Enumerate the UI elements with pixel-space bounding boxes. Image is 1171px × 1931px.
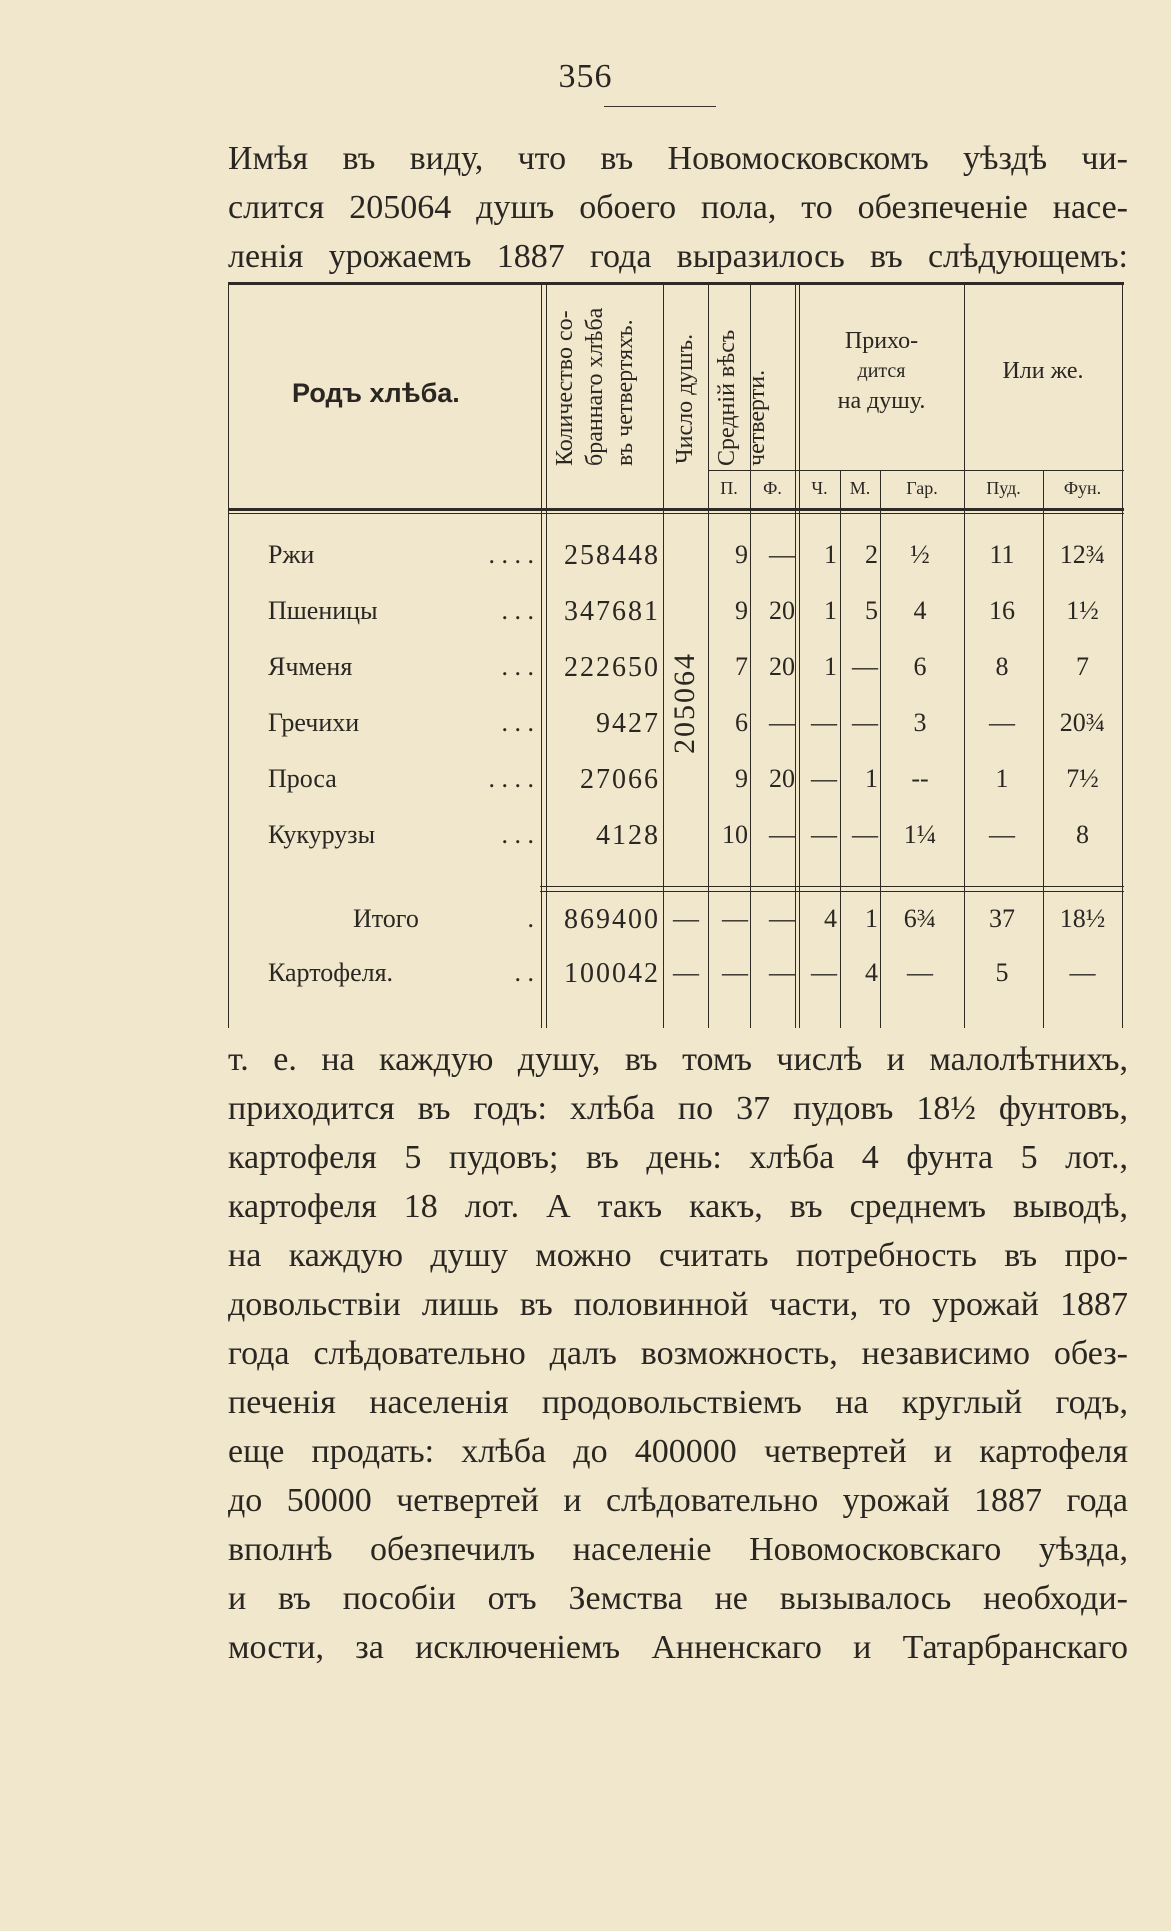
cell-dots: . . .: [501, 708, 534, 737]
cell-gar: 3: [913, 708, 927, 737]
cell-pud: 16: [989, 596, 1015, 625]
cell-f: —: [769, 958, 795, 987]
header-quantity-line: въ четвертяхъ.: [612, 319, 638, 466]
conclusion-line: картофеля 5 пудовъ; въ день: хлѣба 4 фунта 5 лот.,: [228, 1139, 1128, 1176]
cell-qty: 222650: [564, 652, 660, 683]
cell-pud: 8: [995, 652, 1009, 681]
cell-p: 9: [735, 596, 748, 625]
cell-qty: 869400: [564, 904, 660, 935]
cell-pud: 37: [989, 904, 1015, 933]
cell-gar: ½: [910, 540, 930, 569]
col-line: [1122, 282, 1123, 1028]
conclusion-line: до 50000 четвертей и слѣдовательно урожай 1887 года: [228, 1482, 1128, 1519]
cell-ch: —: [811, 708, 837, 737]
cell-m: —: [852, 708, 878, 737]
cell-f: 20: [769, 764, 795, 793]
cell-p: 9: [735, 764, 748, 793]
unit-pud: Пуд.: [986, 478, 1021, 498]
cell-qty: 9427: [596, 708, 660, 739]
header-quantity: [550, 292, 640, 466]
unit-ch: Ч.: [811, 478, 828, 498]
cell-m: 2: [865, 540, 878, 569]
cell-name: Проса: [268, 764, 337, 793]
cell-dots: . . .: [501, 596, 534, 625]
cell-name: Кукурузы: [268, 820, 376, 849]
cell-name: Ячменя: [268, 652, 353, 681]
intro-line: Имѣя въ виду, что въ Новомосковскомъ уѣздѣ чи-: [228, 140, 1128, 177]
cell-pud: 11: [989, 540, 1015, 569]
cell-dots: . . . .: [488, 764, 534, 793]
page-number: 356: [558, 58, 613, 95]
conclusion-line: печенія населенія продовольствіемъ на круглый годъ,: [228, 1384, 1128, 1421]
cell-m: 1: [865, 904, 878, 933]
cell-ch: 1: [824, 652, 837, 681]
header-bottom-rule: [228, 508, 1124, 511]
cell-fun: 7½: [1066, 764, 1099, 793]
conclusion-line: т. е. на каждую душу, въ томъ числѣ и малолѣтнихъ,: [228, 1041, 1128, 1078]
header-per-soul: [799, 326, 964, 416]
cell-pud: 1: [995, 764, 1009, 793]
cell-ch: —: [811, 764, 837, 793]
cell-fun: 8: [1076, 820, 1089, 849]
col-line: [228, 282, 229, 1028]
header-kind: Родъ хлѣба.: [292, 378, 460, 408]
conclusion-line: довольствіи лишь въ половинной части, то урожай 1887: [228, 1286, 1128, 1323]
cell-p: —: [722, 904, 748, 933]
cell-pud: —: [989, 820, 1015, 849]
header-quantity-line: Количество со-: [552, 310, 578, 466]
cell-f: —: [769, 904, 795, 933]
page-number-rule: [604, 106, 716, 107]
header-avg-line: четверти.: [744, 369, 770, 466]
col-line: [795, 282, 796, 1028]
table-top-rule: [228, 282, 1124, 285]
conclusion-line: мости, за исключеніемъ Анненскаго и Татарбранскаго: [228, 1629, 1128, 1666]
header-or-else: Или же.: [1002, 358, 1084, 384]
cell-name: Пшеницы: [268, 596, 378, 625]
cell-dots: .: [527, 904, 534, 933]
cell-m: —: [852, 820, 878, 849]
cell-gar: 6: [913, 652, 927, 681]
conclusion-line: картофеля 18 лот. А такъ какъ, въ среднемъ выводѣ,: [228, 1188, 1128, 1225]
cell-f: —: [769, 540, 795, 569]
cell-f: 20: [769, 652, 795, 681]
cell-dots: . . .: [501, 652, 534, 681]
cell-fun: 18½: [1059, 904, 1106, 933]
header-quantity-line: браннаго хлѣба: [582, 307, 608, 466]
intro-paragraph: [228, 134, 1128, 281]
cell-qty: 258448: [564, 540, 660, 571]
cell-p: —: [722, 958, 748, 987]
cell-name: Картофеля.: [268, 958, 394, 987]
cell-pud: 5: [995, 958, 1009, 987]
cell-fun: 12¾: [1059, 540, 1106, 569]
cell-name: Ржи: [268, 540, 315, 569]
cell-name: Гречихи: [268, 708, 360, 737]
cell-qty: 27066: [580, 764, 660, 795]
header-bottom-rule-2: [228, 513, 1124, 514]
conclusion-paragraph: [228, 1035, 1128, 1672]
unit-p: П.: [720, 478, 738, 498]
cell-f: —: [769, 820, 795, 849]
header-souls: Число душъ.: [672, 333, 698, 464]
cell-gar: —: [907, 958, 933, 987]
cell-name: Итого: [353, 904, 419, 933]
intro-line: слится 205064 душъ обоего пола, то обезпеченіе насе-: [228, 189, 1128, 226]
unit-fun: Фун.: [1063, 478, 1102, 498]
cell-p: 9: [735, 540, 748, 569]
cell-gar: 4: [913, 596, 927, 625]
cell-ch: 4: [824, 904, 837, 933]
cell-pud: —: [989, 708, 1015, 737]
cell-dots: . .: [514, 958, 534, 987]
total-rule-2: [540, 891, 1124, 892]
conclusion-line: вполнѣ обезпечилъ населеніе Новомосковскаго уѣзда,: [228, 1531, 1128, 1568]
conclusion-line: и въ пособіи отъ Земства не вызывалось необходи-: [228, 1580, 1128, 1617]
conclusion-line: еще продать: хлѣба до 400000 четвертей и картофеля: [228, 1433, 1128, 1470]
cell-qty: 4128: [596, 820, 660, 851]
cell-f: —: [769, 708, 795, 737]
units-rule: [708, 470, 1124, 471]
conclusion-line: года слѣдовательно далъ возможность, независимо обез-: [228, 1335, 1128, 1372]
souls-value: 205064: [668, 652, 701, 754]
unit-gar: Гар.: [906, 478, 938, 498]
unit-f: Ф.: [763, 478, 782, 498]
header-per-soul-line: Прихо-: [844, 328, 919, 354]
cell-ch: 1: [824, 596, 837, 625]
cell-p: 6: [735, 708, 748, 737]
cell-dots: . . . .: [488, 540, 534, 569]
cell-m: 4: [865, 958, 878, 987]
cell-fun: 20¾: [1059, 708, 1106, 737]
cell-ch: —: [811, 958, 837, 987]
conclusion-line: приходится въ годъ: хлѣба по 37 пудовъ 18½ фунтовъ,: [228, 1090, 1128, 1127]
cell-qty: 347681: [564, 596, 660, 627]
cell-m: —: [852, 652, 878, 681]
cell-fun: 7: [1076, 652, 1089, 681]
unit-m: М.: [849, 478, 871, 498]
col-line: [663, 282, 664, 1028]
conclusion-line: на каждую душу можно считать потребность въ про-: [228, 1237, 1128, 1274]
cell-p: 10: [722, 820, 748, 849]
cell-ch: —: [811, 820, 837, 849]
intro-line: ленія урожаемъ 1887 года выразилось въ слѣдующемъ:: [228, 238, 1128, 275]
header-per-soul-line: дится: [857, 360, 906, 382]
harvest-table: [228, 282, 1124, 1028]
cell-gar: --: [911, 764, 929, 793]
cell-fun: —: [1069, 958, 1096, 987]
cell-souls: —: [673, 958, 699, 987]
header-avg-line: Средній вѣсъ: [714, 329, 740, 466]
header-per-soul-line: на душу.: [837, 388, 926, 414]
header-avg-weight: [712, 286, 772, 466]
cell-gar: 1¼: [903, 820, 937, 849]
cell-m: 1: [865, 764, 878, 793]
cell-gar: 6¾: [903, 904, 937, 933]
cell-ch: 1: [824, 540, 837, 569]
cell-m: 5: [865, 596, 878, 625]
cell-fun: 1½: [1066, 596, 1099, 625]
cell-p: 7: [735, 652, 748, 681]
cell-f: 20: [769, 596, 795, 625]
cell-souls: —: [673, 904, 699, 933]
cell-dots: . . .: [501, 820, 534, 849]
total-rule: [540, 886, 1124, 887]
cell-qty: 100042: [564, 958, 660, 989]
